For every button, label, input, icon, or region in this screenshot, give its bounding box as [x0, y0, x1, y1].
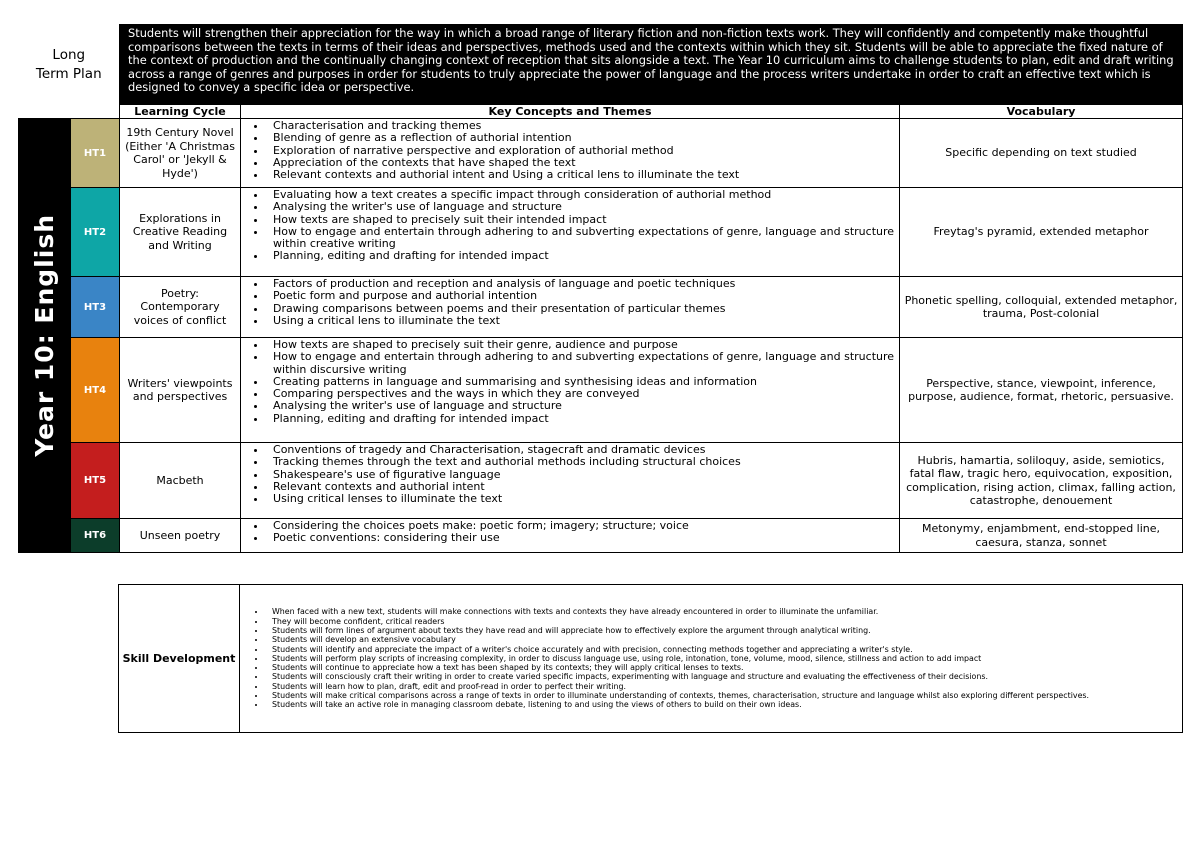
skill-item: • Students will identify and appreciate the impact of a writer's choice accurately and with precision, connecting methods together and appreciating a writer's style. — [266, 645, 1178, 654]
long-term-plan-line-1: Long — [52, 46, 86, 63]
key-concepts-cell — [241, 519, 900, 553]
key-concept-item: • Drawing comparisons between poems and their presentation of particular themes — [267, 303, 895, 315]
skill-item: • When faced with a new text, students will make connections with texts and contexts they have already encountered in order to illuminate the unfamiliar. — [266, 607, 1178, 616]
key-concept-item: • Using a critical lens to illuminate the text — [267, 315, 895, 327]
key-concept-item: • Exploration of narrative perspective and exploration of authorial method — [267, 145, 895, 157]
unit-topic: Writers' viewpoints and perspectives — [120, 338, 241, 443]
year-subject-banner — [19, 119, 71, 553]
key-concept-item: • Tracking themes through the text and authorial methods including structural choices — [267, 456, 895, 468]
skill-item: • Students will form lines of argument about texts they have read and will appreciate how to effectively explore the argument through analytical writing. — [266, 626, 1178, 635]
key-concept-item: • Factors of production and reception and analysis of language and poetic techniques — [267, 278, 895, 290]
column-header-learning-cycle: Learning Cycle — [120, 105, 241, 119]
key-concepts-list — [245, 120, 895, 181]
key-concept-item: • Shakespeare's use of figurative language — [267, 469, 895, 481]
key-concept-item: • Poetic form and purpose and authorial intention — [267, 290, 895, 302]
key-concepts-cell — [241, 188, 900, 277]
half-term-code: HT1 — [71, 119, 120, 188]
vocabulary-cell: Specific depending on text studied — [900, 119, 1183, 188]
half-term-code: HT4 — [71, 338, 120, 443]
key-concept-item: • Conventions of tragedy and Characterisation, stagecraft and dramatic devices — [267, 444, 895, 456]
unit-topic: Explorations in Creative Reading and Writing — [120, 188, 241, 277]
half-term-code: HT2 — [71, 188, 120, 277]
key-concepts-cell — [241, 119, 900, 188]
key-concept-item: • Appreciation of the contexts that have shaped the text — [267, 157, 895, 169]
key-concept-item: • Blending of genre as a reflection of authorial intention — [267, 132, 895, 144]
key-concept-item: • Characterisation and tracking themes — [267, 120, 895, 132]
curriculum-row — [19, 188, 1183, 277]
key-concept-item: • Planning, editing and drafting for intended impact — [267, 250, 895, 262]
key-concepts-cell — [241, 338, 900, 443]
key-concepts-cell — [241, 443, 900, 519]
key-concept-item: • Using critical lenses to illuminate the text — [267, 493, 895, 505]
column-header-vocabulary: Vocabulary — [900, 105, 1183, 119]
skill-development-table — [118, 584, 1183, 733]
key-concepts-list — [245, 278, 895, 327]
column-header-key-concepts: Key Concepts and Themes — [241, 105, 900, 119]
half-term-code: HT3 — [71, 277, 120, 338]
intro-text: Students will strengthen their appreciation for the way in which a broad range of literary fiction and non-fiction texts work. They will confidently and competently make thoughtful comparisons between the texts in terms of their ideas and perspectives, methods used and the contexts within which they sit. Students will be able to appreciate the fixed nature of the context of production and the continually changing context of reception that sits alongside a text. The Year 10 curriculum aims to challenge students to plan, edit and draft writing across a range of genres and purposes in order for students to truly appreciate the power of language and the process writers undertake in order to craft an effective text which is designed to convey a specific idea or perspective. — [120, 25, 1183, 105]
key-concepts-list — [245, 339, 895, 425]
skill-item: • Students will learn how to plan, draft, edit and proof-read in order to perfect their writing. — [266, 682, 1178, 691]
key-concept-item: • Comparing perspectives and the ways in which they are conveyed — [267, 388, 895, 400]
key-concept-item: • How texts are shaped to precisely suit their genre, audience and purpose — [267, 339, 895, 351]
long-term-plan-line-2: Term Plan — [35, 65, 102, 82]
key-concepts-list — [245, 189, 895, 263]
long-term-plan-label — [19, 25, 120, 105]
skill-item: • Students will develop an extensive vocabulary — [266, 635, 1178, 644]
key-concept-item: • Evaluating how a text creates a specific impact through consideration of authorial method — [267, 189, 895, 201]
unit-topic: Macbeth — [120, 443, 241, 519]
skill-item: • Students will make critical comparisons across a range of texts in order to illuminate understanding of contexts, themes, characterisation, structure and language whilst also exploring different perspectives. — [266, 691, 1178, 700]
key-concept-item: • Considering the choices poets make: poetic form; imagery; structure; voice — [267, 520, 895, 532]
vocabulary-cell: Metonymy, enjambment, end-stopped line, caesura, stanza, sonnet — [900, 519, 1183, 553]
curriculum-row — [19, 338, 1183, 443]
curriculum-row — [19, 519, 1183, 553]
skill-development-label: Skill Development — [119, 585, 240, 733]
vocabulary-cell: Hubris, hamartia, soliloquy, aside, semiotics, fatal flaw, tragic hero, equivocation, exposition, complication, rising action, climax, falling action, catastrophe, denouement — [900, 443, 1183, 519]
curriculum-row — [19, 443, 1183, 519]
skill-item: • Students will continue to appreciate how a text has been shaped by its contexts; they will apply critical lenses to texts. — [266, 663, 1178, 672]
year-subject-label: Year 10: English — [30, 214, 59, 457]
skill-item: • They will become confident, critical readers — [266, 617, 1178, 626]
key-concept-item: • Analysing the writer's use of language and structure — [267, 201, 895, 213]
half-term-code: HT6 — [71, 519, 120, 553]
key-concept-item: • Relevant contexts and authorial intent and Using a critical lens to illuminate the text — [267, 169, 895, 181]
key-concept-item: • Relevant contexts and authorial intent — [267, 481, 895, 493]
skill-item: • Students will perform play scripts of increasing complexity, in order to discuss language use, using role, intonation, tone, volume, mood, silence, stillness and action to add impact — [266, 654, 1178, 663]
key-concept-item: • How to engage and entertain through adhering to and subverting expectations of genre, language and structure within creative writing — [267, 226, 895, 251]
key-concepts-list — [245, 520, 895, 545]
curriculum-row — [19, 119, 1183, 188]
key-concepts-cell — [241, 277, 900, 338]
key-concept-item: • Poetic conventions: considering their use — [267, 532, 895, 544]
unit-topic: Poetry: Contemporary voices of conflict — [120, 277, 241, 338]
key-concept-item: • How to engage and entertain through adhering to and subverting expectations of genre, language and structure within discursive writing — [267, 351, 895, 376]
key-concepts-list — [245, 444, 895, 505]
vocabulary-cell: Perspective, stance, viewpoint, inference, purpose, audience, format, rhetoric, persuasive. — [900, 338, 1183, 443]
vocabulary-cell: Phonetic spelling, colloquial, extended metaphor, trauma, Post-colonial — [900, 277, 1183, 338]
key-concept-item: • Creating patterns in language and summarising and synthesising ideas and information — [267, 376, 895, 388]
vocabulary-cell: Freytag's pyramid, extended metaphor — [900, 188, 1183, 277]
skill-development-list-cell — [240, 585, 1183, 733]
header-spacer — [19, 105, 120, 119]
skill-item: • Students will consciously craft their writing in order to create varied specific impacts, experimenting with language and structure and evaluating the effectiveness of their decisions. — [266, 672, 1178, 681]
key-concept-item: • How texts are shaped to precisely suit their intended impact — [267, 214, 895, 226]
long-term-plan-table — [18, 24, 1183, 553]
unit-topic: Unseen poetry — [120, 519, 241, 553]
skill-development-list — [244, 607, 1178, 709]
unit-topic: 19th Century Novel (Either 'A Christmas Carol' or 'Jekyll & Hyde') — [120, 119, 241, 188]
skill-item: • Students will take an active role in managing classroom debate, listening to and using the views of others to build on their own ideas. — [266, 700, 1178, 709]
curriculum-row — [19, 277, 1183, 338]
key-concept-item: • Analysing the writer's use of language and structure — [267, 400, 895, 412]
half-term-code: HT5 — [71, 443, 120, 519]
key-concept-item: • Planning, editing and drafting for intended impact — [267, 413, 895, 425]
